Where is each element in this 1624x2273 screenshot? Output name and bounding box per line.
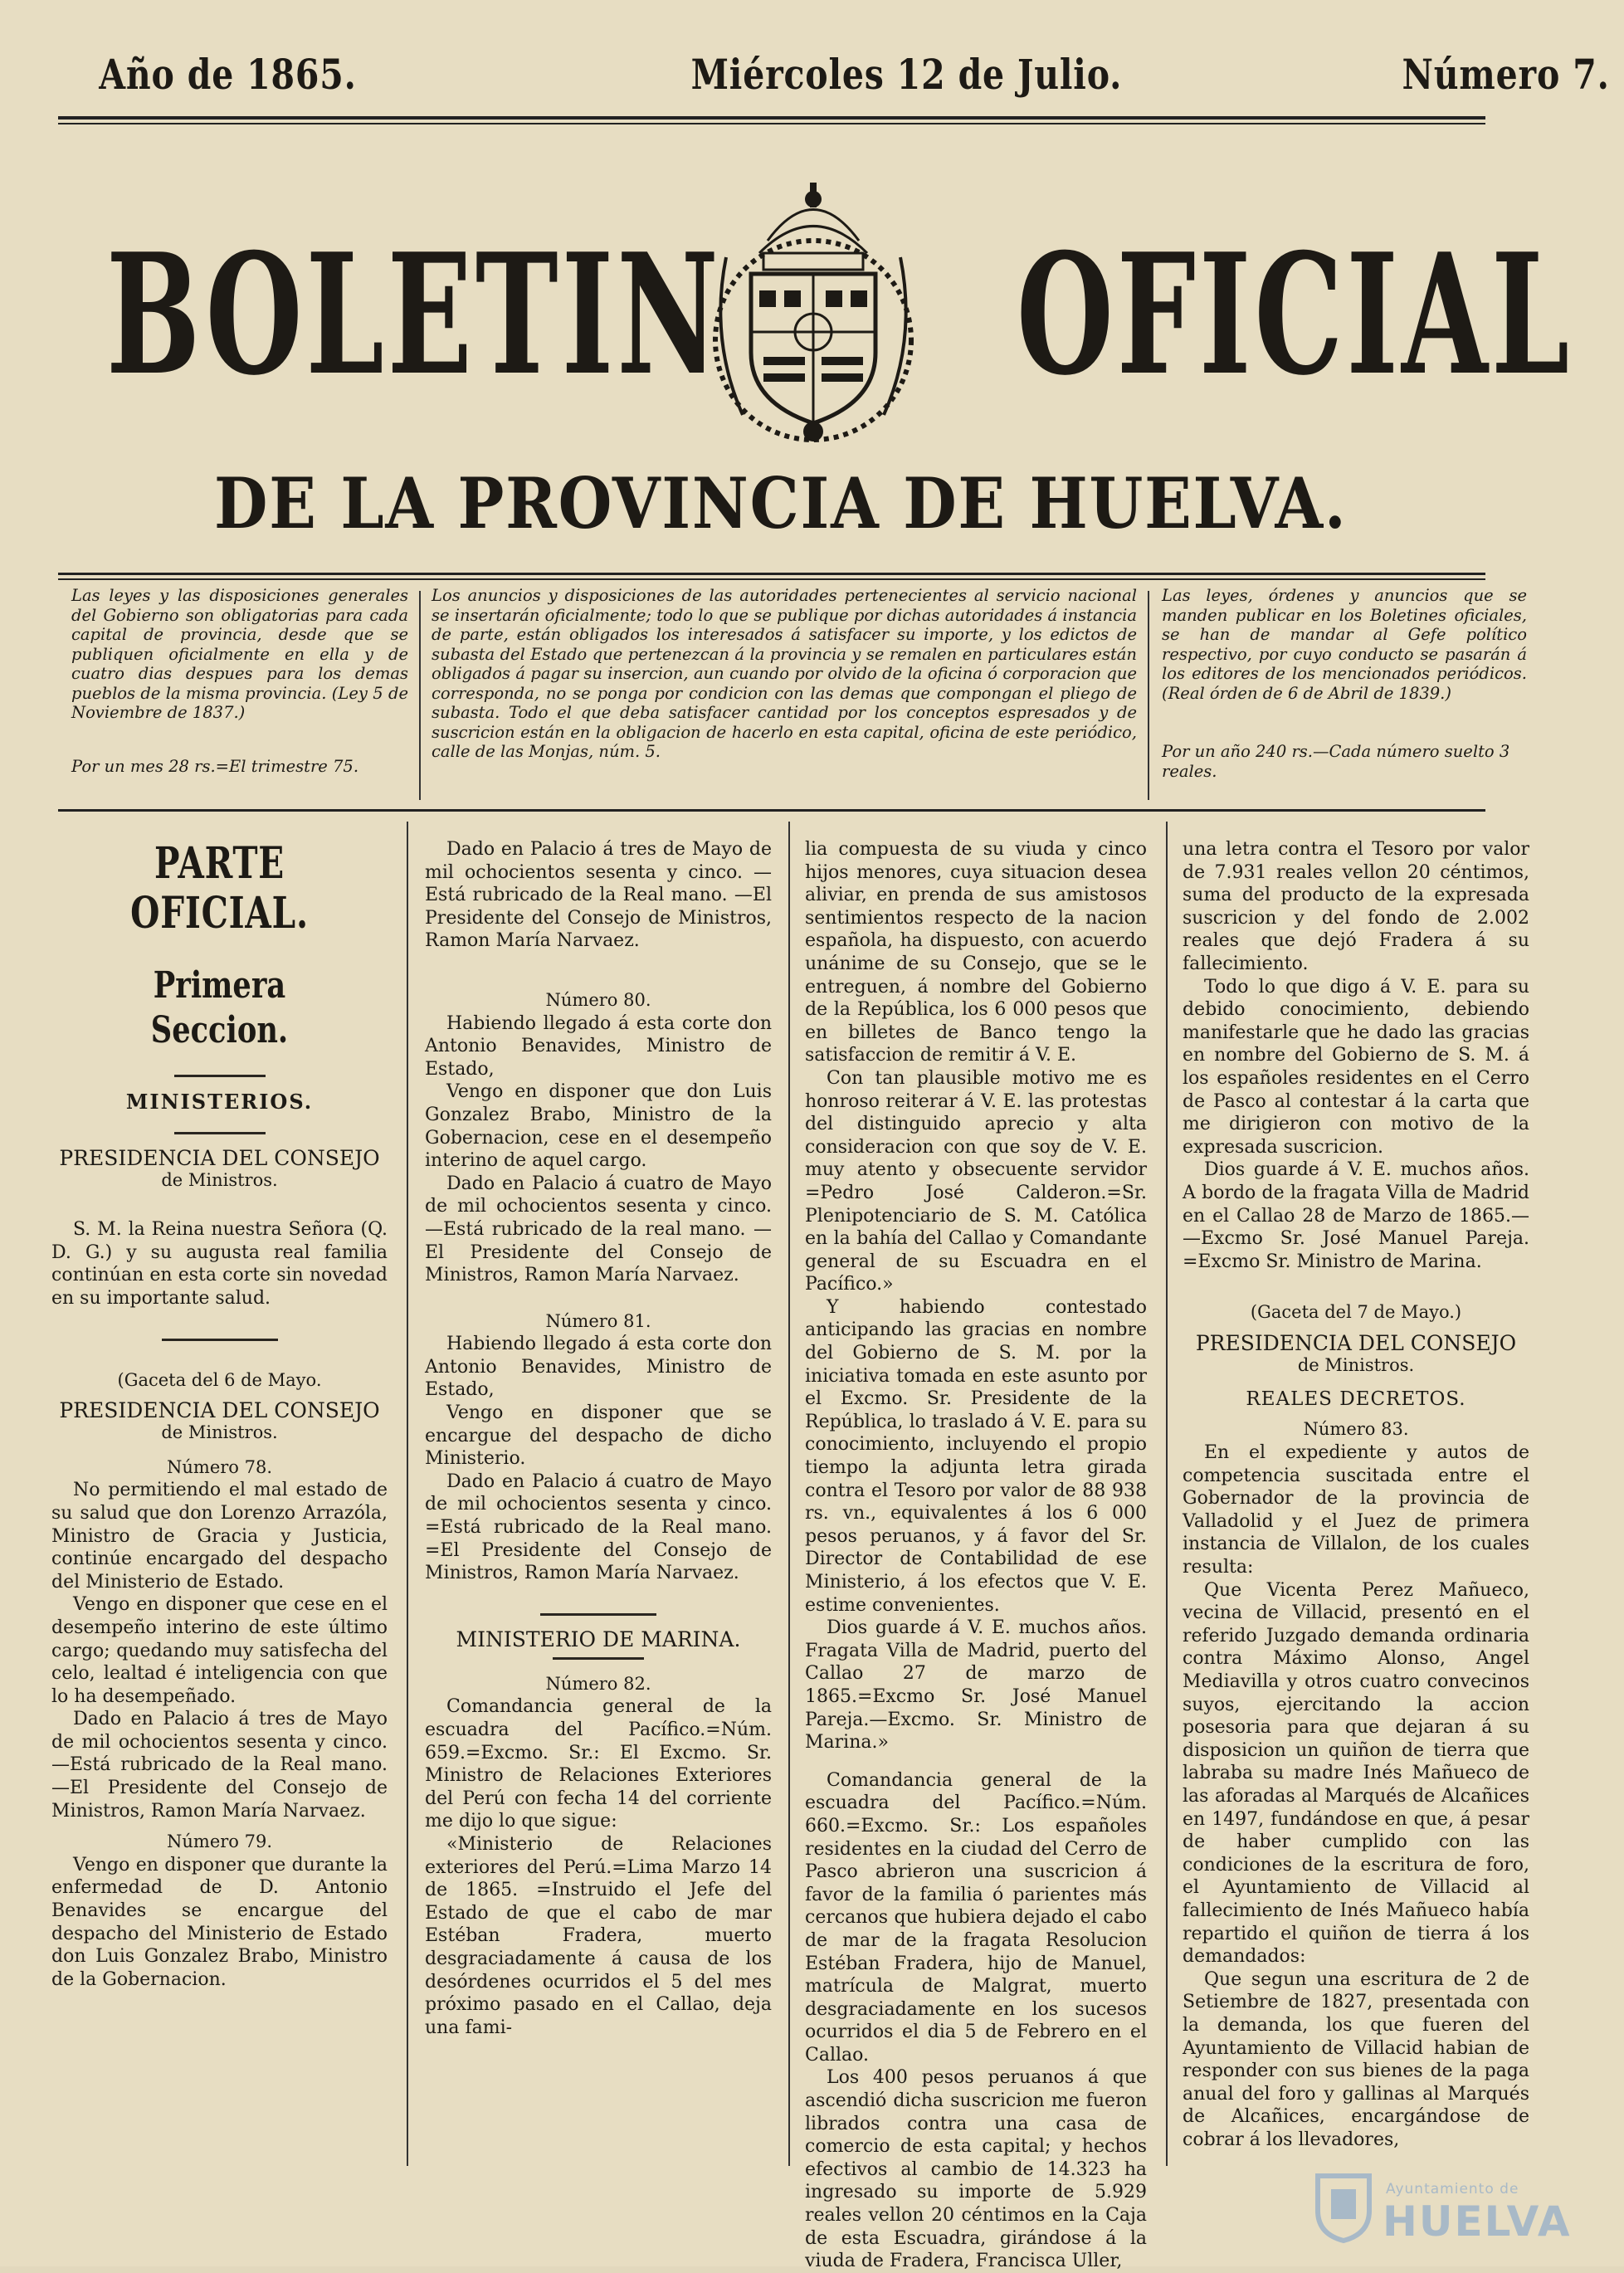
reales-decretos-heading: REALES DECRETOS. [1246,1388,1466,1411]
article-text: Dios guarde á V. E. muchos años. A bordo de la fragata Villa de Madrid en el Callao 28 de Marzo de 1865.— —Excmo Sr. José Manuel Pareja. =Excmo Sr. Ministro de Marina. [1183,1159,1529,1272]
decree-text: Vengo en disponer que se encargue del despacho de dicho Ministerio. [425,1402,772,1470]
presidencia-heading: PRESIDENCIA DEL CONSEJO [59,1398,380,1423]
dateline [58,33,1610,112]
notice-left: Las leyes y las disposiciones generales del Gobierno son obligatorias para cada capital de provincia, desde que se publiquen oficialmente en ella y de cuatro dias despues para los demas pueblos de la misma provincia. (Ley 5 de Noviembre de 1837.) [71,586,408,722]
decree-text: Vengo en disponer que durante la enfermedad de D. Antonio Benavides se encargue del despacho del Ministerio de Estado don Luis Gonzalez Brabo, Ministro de la Gobernacion. [51,1854,388,1990]
issue-date: Miércoles 12 de Julio. [690,50,1123,99]
presidencia-heading: PRESIDENCIA DEL CONSEJO [59,1145,380,1170]
decree-number: Número 80. [545,989,651,1010]
gaceta-reference: (Gaceta del 6 de Mayo. [117,1369,322,1390]
primera-seccion-heading: Primera Seccion. [150,964,289,1051]
notice-right-price: Por un año 240 rs.—Cada número suelto 3 reales. [1162,742,1510,781]
column-divider-2 [788,822,790,2166]
decree-text: Que Vicenta Perez Mañueco, vecina de Villacid, presentó en el referido Juzgado demanda ordinaria contra Máximo Alonso, Angel Mediavilla y otros cuatro convecinos suyos, ejercitando la accion posesoria para que dejaran á su disposicion un quiñon de tierra que labraba su madre Inés Mañueco de las aforadas al Marqués de Alcañices en 1497, fundándose en que, á pesar de haber cumplido con las condiciones de la escritura de foro, el Ayuntamiento de Villacid al fallecimiento de Inés Mañueco había repartido el quiñon de tierra á los demandados: [1183,1579,1529,1968]
ornament [174,1132,266,1134]
column-divider-1 [407,822,408,2166]
gaceta-reference: (Gaceta del 7 de Mayo.) [1250,1302,1462,1323]
decree-text: Habiendo llegado á esta corte don Antonio Benavides, Ministro de Estado, [425,1012,772,1080]
article-text: una letra contra el Tesoro por valor de 7.931 reales vellon 20 céntimos, suma del producto de la expresada suscricion y del fondo de 2.002 reales que dejó Fradera á su fallecimiento. [1183,839,1529,974]
title-right: OFICIAL [1017,217,1573,412]
article-text: Y habiendo contestado anticipando las gracias en nombre del Gobierno de S. M. por la iniciativa tomada en este asunto por el Excmo. Sr. Presidente de la República, lo traslado á V. E. para su conocimiento, incluyendo el propio tiempo la adjunta letra girada contra el Tesoro por valor de 88 938 rs. vn., equivalentes á los 6 000 pesos peruanos, y á favor del Sr. Director de Contabilidad de ese Ministerio, á los efectos que V. E. estime convenientes. [805,1296,1147,1616]
ornament [540,1613,656,1616]
decree-number: Número 79. [167,1832,272,1852]
ornament [162,1339,278,1341]
presidencia-subheading: de Ministros. [1297,1354,1415,1375]
column-4 [1183,838,1529,2166]
watermark-big-text: HUELVA [1383,2197,1572,2246]
royal-health-text: S. M. la Reina nuestra Señora (Q. D. G.) y su augusta real familia continúan en esta corte sin novedad en su importante salud. [51,1219,388,1309]
decree-text: Comandancia general de la escuadra del Pacífico.=Núm. 659.=Excmo. Sr.: El Excmo. Sr. Ministro de Relaciones Exteriores del Perú con fecha 14 del corriente me dijo lo que sigue: [425,1696,772,1832]
notice-divider-1 [419,591,421,800]
column-2 [425,838,772,2166]
decree-number: Número 78. [167,1456,272,1477]
archive-watermark [1313,2163,1587,2250]
decree-text: Dado en Palacio á tres de Mayo de mil ochocientos sesenta y cinco. —Está rubricado de la Real mano. —El Presidente del Consejo de Ministros, Ramon María Narvaez. [51,1709,388,1822]
decree-number: Número 81. [545,1310,651,1331]
city-shield-icon [1313,2171,1374,2244]
notices-rule [58,809,1485,812]
notice-divider-2 [1148,591,1149,800]
parte-oficial-heading: PARTE OFICIAL. [130,838,309,939]
decree-text: Vengo en disponer que don Luis Gonzalez Brabo, Ministro de la Gobernacion, cese en el desempeño interino de aquel cargo. [425,1081,772,1172]
decree-text: Dado en Palacio á cuatro de Mayo de mil ochocientos sesenta y cinco. —Está rubricado de la real mano. —El Presidente del Consejo de Ministros, Ramon María Narvaez. [425,1173,772,1286]
issue-number: Número 7. [1402,50,1610,99]
article-text: lia compuesta de su viuda y cinco hijos menores, cuya situacion desea aliviar, en prenda de sus amistosos sentimientos respecto de la nacion española, ha dispuesto, con acuerdo unánime de su Consejo, que se le entreguen, á nombre del Gobierno de la República, los 6 000 pesos que en billetes de Banco tengo la satisfaccion de remitir á V. E. [805,839,1147,1066]
ministerios-heading: MINISTERIOS. [125,1090,314,1114]
notice-right: Las leyes, órdenes y anuncios que se manden publicar en los Boletines oficiales, se han de mandar al Gefe político respectivo, por cuyo conducto se pasarán á los editores de los mencionados periódicos. (Real órden de 6 de Abril de 1839.) [1162,586,1527,703]
notice-left-price: Por un mes 28 rs.=El trimestre 75. [71,757,359,776]
column-3 [805,838,1147,2272]
ornament [553,1657,644,1660]
article-text: Los 400 pesos peruanos á que ascendió dicha suscricion me fueron librados contra una casa de comercio de esta capital; y hechos efectivos al cambio de 14.323 ha ingresado su importe de 5.929 reales vellon 20 céntimos en la Caja de esta Escuadra, girándose á la viuda de Fradera, Francisca Uller, [805,2067,1147,2272]
decree-text: En el expediente y autos de competencia suscitada entre el Gobernador de la provincia de Valladolid y el Juez de primera instancia de Villalon, de los cuales resulta: [1183,1442,1529,1578]
decree-number: Número 83. [1303,1419,1409,1440]
decree-text: Dado en Palacio á cuatro de Mayo de mil ochocientos sesenta y cinco. =Está rubricado de la Real mano. =El Presidente del Consejo de Ministros, Ramon María Narvaez. [425,1471,772,1584]
decree-text: Vengo en disponer que cese en el desempeño interino de este último cargo; quedando muy satisfecha del celo, lealtad é inteligencia con que lo ha desempeñado. [51,1594,388,1707]
column-divider-3 [1166,822,1168,2166]
top-rule [58,116,1485,120]
ministerio-marina-heading: MINISTERIO DE MARINA. [456,1627,741,1651]
article-text: Todo lo que digo á V. E. para su debido conocimiento, debiendo manifestarle que he dado las gracias en nombre del Gobierno de S. M. á los españoles residentes en el Cerro de Pasco al contestar á la carta que me dirigieron con motivo de la expresada suscricion. [1183,976,1529,1158]
presidencia-heading: PRESIDENCIA DEL CONSEJO [1195,1330,1517,1355]
royal-coat-of-arms-icon [693,174,934,448]
article-text: Con tan plausible motivo me es honroso reiterar á V. E. las protestas del distinguido aprecio y alta consideracion con que soy de V. E. muy atento y obsecuente servidor =Pedro José Calderon.=Sr. Plenipotenciario de S. M. Católica en la bahía del Callao y Comandante general de su Escuadra en el Pacífico.» [805,1067,1147,1295]
presidencia-subheading: de Ministros. [161,1169,278,1190]
notice-center: Los anuncios y disposiciones de las autoridades pertenecientes al servicio nacional se insertarán oficialmente; todo lo que se publique por dichas autoridades á instancia de parte, están obligados los interesados á satisfacer su importe, y los edictos de subasta del Estado que pertenezcan á la provincia y se remalen en particulares están obligados á pagar su insercion, aun cuando por olvido de la oficina ó corporacion que corresponda, no se ponga por condicion con las demas que compongan el pliego de subasta. Todo el que deba satisfacer cantidad por los conceptos espresados y de suscricion están en la obligacion de hacerlo en esta capital, oficina de este periódico, calle de las Monjas, núm. 5. [432,586,1137,761]
column-1 [51,834,388,2170]
top-rule-thin [58,123,1485,124]
presidencia-subheading: de Ministros. [161,1422,278,1443]
decree-text: Que segun una escritura de 2 de Setiembre de 1827, presentada con la demanda, los que fueren del Ayuntamiento de Villacid habian de responder con sus bienes de la paga anual del foro y gallinas al Marqués de Alcañices, encargándose de cobrar á los llevadores, [1183,1968,1529,2150]
subtitle: DE LA PROVINCIA DE HUELVA. [214,462,1348,544]
ornament [174,1075,266,1077]
masthead-rule-thin [58,578,1485,580]
decree-text: No permitiendo el mal estado de su salud que don Lorenzo Arrazóla, Ministro de Gracia y Justicia, continúe encargado del despacho del Ministerio de Estado. [51,1480,388,1593]
title-left: BOLETIN [106,217,722,412]
decree-text: Habiendo llegado á esta corte don Antonio Benavides, Ministro de Estado, [425,1334,772,1401]
article-text: Dios guarde á V. E. muchos años. Fragata Villa de Madrid, puerto del Callao 27 de marzo de 1865.=Excmo Sr. José Manuel Pareja.—Excmo. Sr. Ministro de Marina.» [805,1617,1147,1754]
article-text: Comandancia general de la escuadra del Pacífico.=Núm. 660.=Excmo. Sr.: Los españoles residentes en la ciudad del Cerro de Pasco abrieron una suscricion á favor de la familia ó parientes más cercanos que hubiera dejado el cabo de mar de la fragata Resolucion Estéban Fradera, hijo de Manuel, matrícula de Malgrat, muerto desgraciadamente en los sucesos ocurridos el dia 5 de Febrero en el Callao. [805,1769,1147,2066]
masthead-rule [58,573,1485,575]
issue-year: Año de 1865. [99,50,357,99]
decree-number: Número 82. [545,1673,651,1694]
watermark-small-text: Ayuntamiento de [1386,2181,1519,2197]
decree-text: «Ministerio de Relaciones exteriores del Perú.=Lima Marzo 14 de 1865. =Instruido el Jefe del Estado de que el cabo de mar Estéban Fradera, muerto desgraciadamente á causa de los desórdenes ocurridos el 5 del mes próximo pasado en el Callao, deja una fami- [425,1833,772,2038]
decree-text: Dado en Palacio á tres de Mayo de mil ochocientos sesenta y cinco. —Está rubricado de la Real mano. —El Presidente del Consejo de Ministros, Ramon María Narvaez. [425,839,772,952]
